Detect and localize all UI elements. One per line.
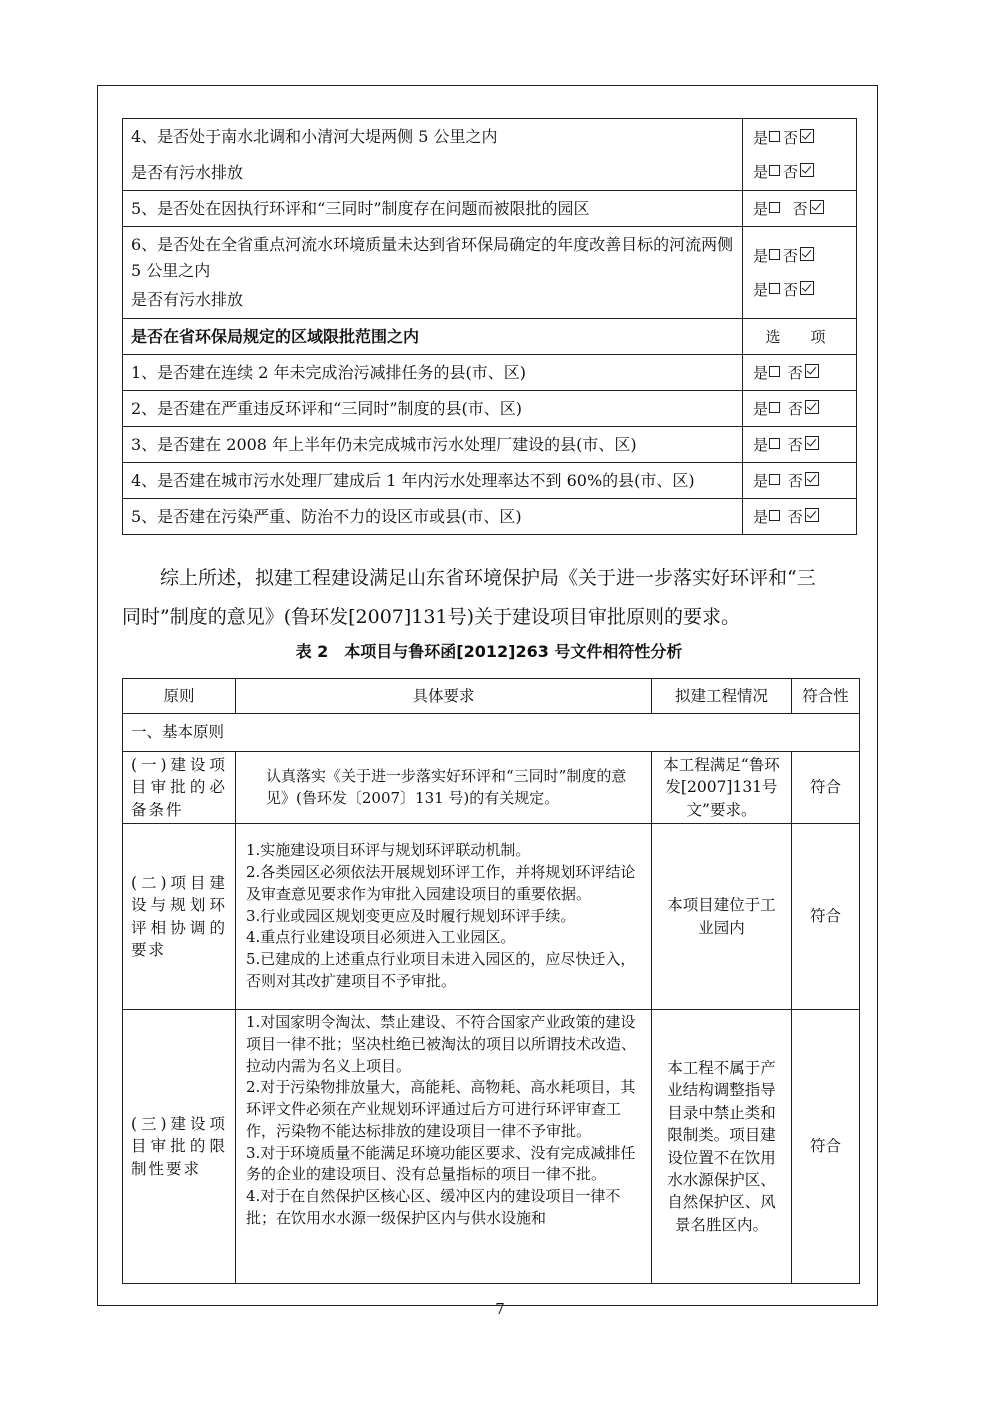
requirement-item: 认真落实《关于进一步落实好环评和“三同时”制度的意见》(鲁环发〔2007〕131 号)的有关规定。 bbox=[266, 766, 627, 807]
checked-box-icon bbox=[800, 163, 814, 177]
table-row bbox=[123, 752, 860, 824]
table-row bbox=[123, 463, 857, 499]
yes-no-option: 是 否 bbox=[753, 472, 819, 490]
table-row bbox=[123, 355, 857, 391]
row-question: 5、是否处在因执行环评和“三同时”制度存在问题而被限批的园区 bbox=[123, 191, 743, 227]
situation-cell: 本工程不属于产业结构调整指导目录中禁止类和限制类。项目建设位置不在饮用水水源保护区、自然保护区、风景名胜区内。 bbox=[652, 1010, 792, 1284]
table-row bbox=[123, 391, 857, 427]
row-question: 是否有污水排放 bbox=[131, 162, 244, 182]
row-question: 6、是否处在全省重点河流水环境质量未达到省环保局确定的年度改善目标的河流两侧 5 公里之内 bbox=[131, 235, 734, 280]
table-row bbox=[123, 191, 857, 227]
unchecked-box-icon bbox=[769, 402, 780, 413]
column-header: 拟建工程情况 bbox=[652, 679, 792, 714]
row-question: 5、是否建在污染严重、防治不力的设区市或县(市、区) bbox=[123, 499, 743, 535]
unchecked-box-icon bbox=[769, 474, 780, 485]
row-question: 4、是否处于南水北调和小清河大堤两侧 5 公里之内 bbox=[131, 126, 498, 146]
unchecked-box-icon bbox=[769, 131, 780, 142]
table-row bbox=[123, 319, 857, 355]
column-header: 原则 bbox=[123, 679, 236, 714]
requirement-item: 2.对于污染物排放量大，高能耗、高物耗、高水耗项目，其环评文件必须在产业规划环评通过后方可进行环评审查工作，污染物不能达标排放的建设项目一律不予审批。 bbox=[246, 1078, 636, 1140]
situation-cell: 本工程满足“鲁环发[2007]131号文”要求。 bbox=[652, 752, 792, 824]
unchecked-box-icon bbox=[769, 510, 780, 521]
requirement-item: 1.实施建设项目环评与规划环评联动机制。 bbox=[246, 841, 531, 860]
row-question: 是否有污水排放 bbox=[131, 290, 244, 310]
table-row bbox=[123, 119, 857, 191]
requirement-item: 5.已建成的上述重点行业项目未进入园区的，应尽快迁入，否则对其改扩建项目不予审批。 bbox=[246, 950, 636, 990]
table-row bbox=[123, 1010, 860, 1284]
requirement-item: 3.对于环境质量不能满足环境功能区要求、没有完成减排任务的企业的建设项目、没有总量指标的项目一律不批。 bbox=[246, 1143, 636, 1184]
compliance-analysis-table bbox=[122, 678, 860, 1284]
situation-cell: 本项目建位于工业园内 bbox=[652, 824, 792, 1010]
checked-box-icon bbox=[805, 508, 819, 522]
compliance-result: 符合 bbox=[792, 752, 860, 824]
table-row bbox=[123, 824, 860, 1010]
yes-no-option: 是 否 bbox=[753, 239, 848, 273]
section-heading: 一、基本原则 bbox=[123, 714, 860, 752]
unchecked-box-icon bbox=[769, 165, 780, 176]
yes-no-option: 是 否 bbox=[753, 273, 848, 307]
summary-paragraph-line-1: 综上所述，拟建工程建设满足山东省环境保护局《关于进一步落实好环评和“三 bbox=[160, 567, 816, 589]
requirement-item: 4.对于在自然保护区核心区、缓冲区内的建设项目一律不批；在饮用水水源一级保护区内与供水设施和 bbox=[246, 1187, 621, 1227]
compliance-result: 符合 bbox=[792, 824, 860, 1010]
section-heading: 是否在省环保局规定的区域限批范围之内 bbox=[123, 319, 743, 355]
checked-box-icon bbox=[800, 247, 814, 261]
requirement-item: 1.对国家明令淘汰、禁止建设、不符合国家产业政策的建设项目一律不批；坚决杜绝已被淘汰的项目以所谓技术改造、拉动内需为名义上项目。 bbox=[246, 1013, 637, 1075]
yes-no-option: 是 否 bbox=[753, 436, 819, 454]
yes-no-option: 是 否 bbox=[753, 508, 819, 526]
unchecked-box-icon bbox=[769, 249, 780, 260]
checked-box-icon bbox=[810, 200, 824, 214]
checked-box-icon bbox=[805, 472, 819, 486]
compliance-result: 符合 bbox=[792, 1010, 860, 1284]
yes-no-option: 是 否 bbox=[753, 400, 819, 418]
unchecked-box-icon bbox=[769, 283, 780, 294]
section-row bbox=[123, 714, 860, 752]
row-question: 3、是否建在 2008 年上半年仍未完成城市污水处理厂建设的县(市、区) bbox=[123, 427, 743, 463]
page-number: 7 bbox=[495, 1300, 505, 1318]
principle-cell: (一)建设项目审批的必备条件 bbox=[123, 752, 236, 824]
unchecked-box-icon bbox=[769, 438, 780, 449]
table-row bbox=[123, 227, 857, 319]
table-header-row bbox=[123, 679, 860, 714]
principle-cell: (三)建设项目审批的限制性要求 bbox=[123, 1010, 236, 1284]
summary-paragraph-line-2: 同时”制度的意见》(鲁环发[2007]131号)关于建设项目审批原则的要求。 bbox=[122, 606, 740, 628]
checked-box-icon bbox=[805, 436, 819, 450]
column-header: 符合性 bbox=[792, 679, 860, 714]
checked-box-icon bbox=[800, 129, 814, 143]
column-header: 具体要求 bbox=[236, 679, 652, 714]
yes-no-option: 是 否 bbox=[753, 155, 848, 189]
checked-box-icon bbox=[800, 281, 814, 295]
checked-box-icon bbox=[805, 364, 819, 378]
row-question: 4、是否建在城市污水处理厂建成后 1 年内污水处理率达不到 60%的县(市、区) bbox=[123, 463, 743, 499]
unchecked-box-icon bbox=[769, 366, 780, 377]
table-row bbox=[123, 499, 857, 535]
requirement-item: 3.行业或园区规划变更应及时履行规划环评手续。 bbox=[246, 906, 576, 925]
options-column-header: 选 项 bbox=[743, 319, 857, 355]
principle-cell: (二)项目建设与规划环评相协调的要求 bbox=[123, 824, 236, 1010]
row-question: 1、是否建在连续 2 年未完成治污减排任务的县(市、区) bbox=[123, 355, 743, 391]
row-question: 2、是否建在严重违反环评和“三同时”制度的县(市、区) bbox=[123, 391, 743, 427]
yes-no-option: 是 否 bbox=[753, 121, 848, 155]
checked-box-icon bbox=[805, 400, 819, 414]
requirement-item: 2.各类园区必须依法开展规划环评工作，并将规划环评结论及审查意见要求作为审批入园建设项目的重要依据。 bbox=[246, 863, 636, 903]
restriction-checklist-table bbox=[122, 118, 857, 535]
yes-no-option: 是 否 bbox=[753, 364, 819, 382]
table-row bbox=[123, 427, 857, 463]
yes-no-option: 是 否 bbox=[753, 200, 824, 218]
table-caption: 表 2 本项目与鲁环函[2012]263 号文件相符性分析 bbox=[295, 642, 683, 661]
unchecked-box-icon bbox=[769, 202, 780, 213]
requirement-item: 4.重点行业建设项目必须进入工业园区。 bbox=[246, 928, 516, 947]
